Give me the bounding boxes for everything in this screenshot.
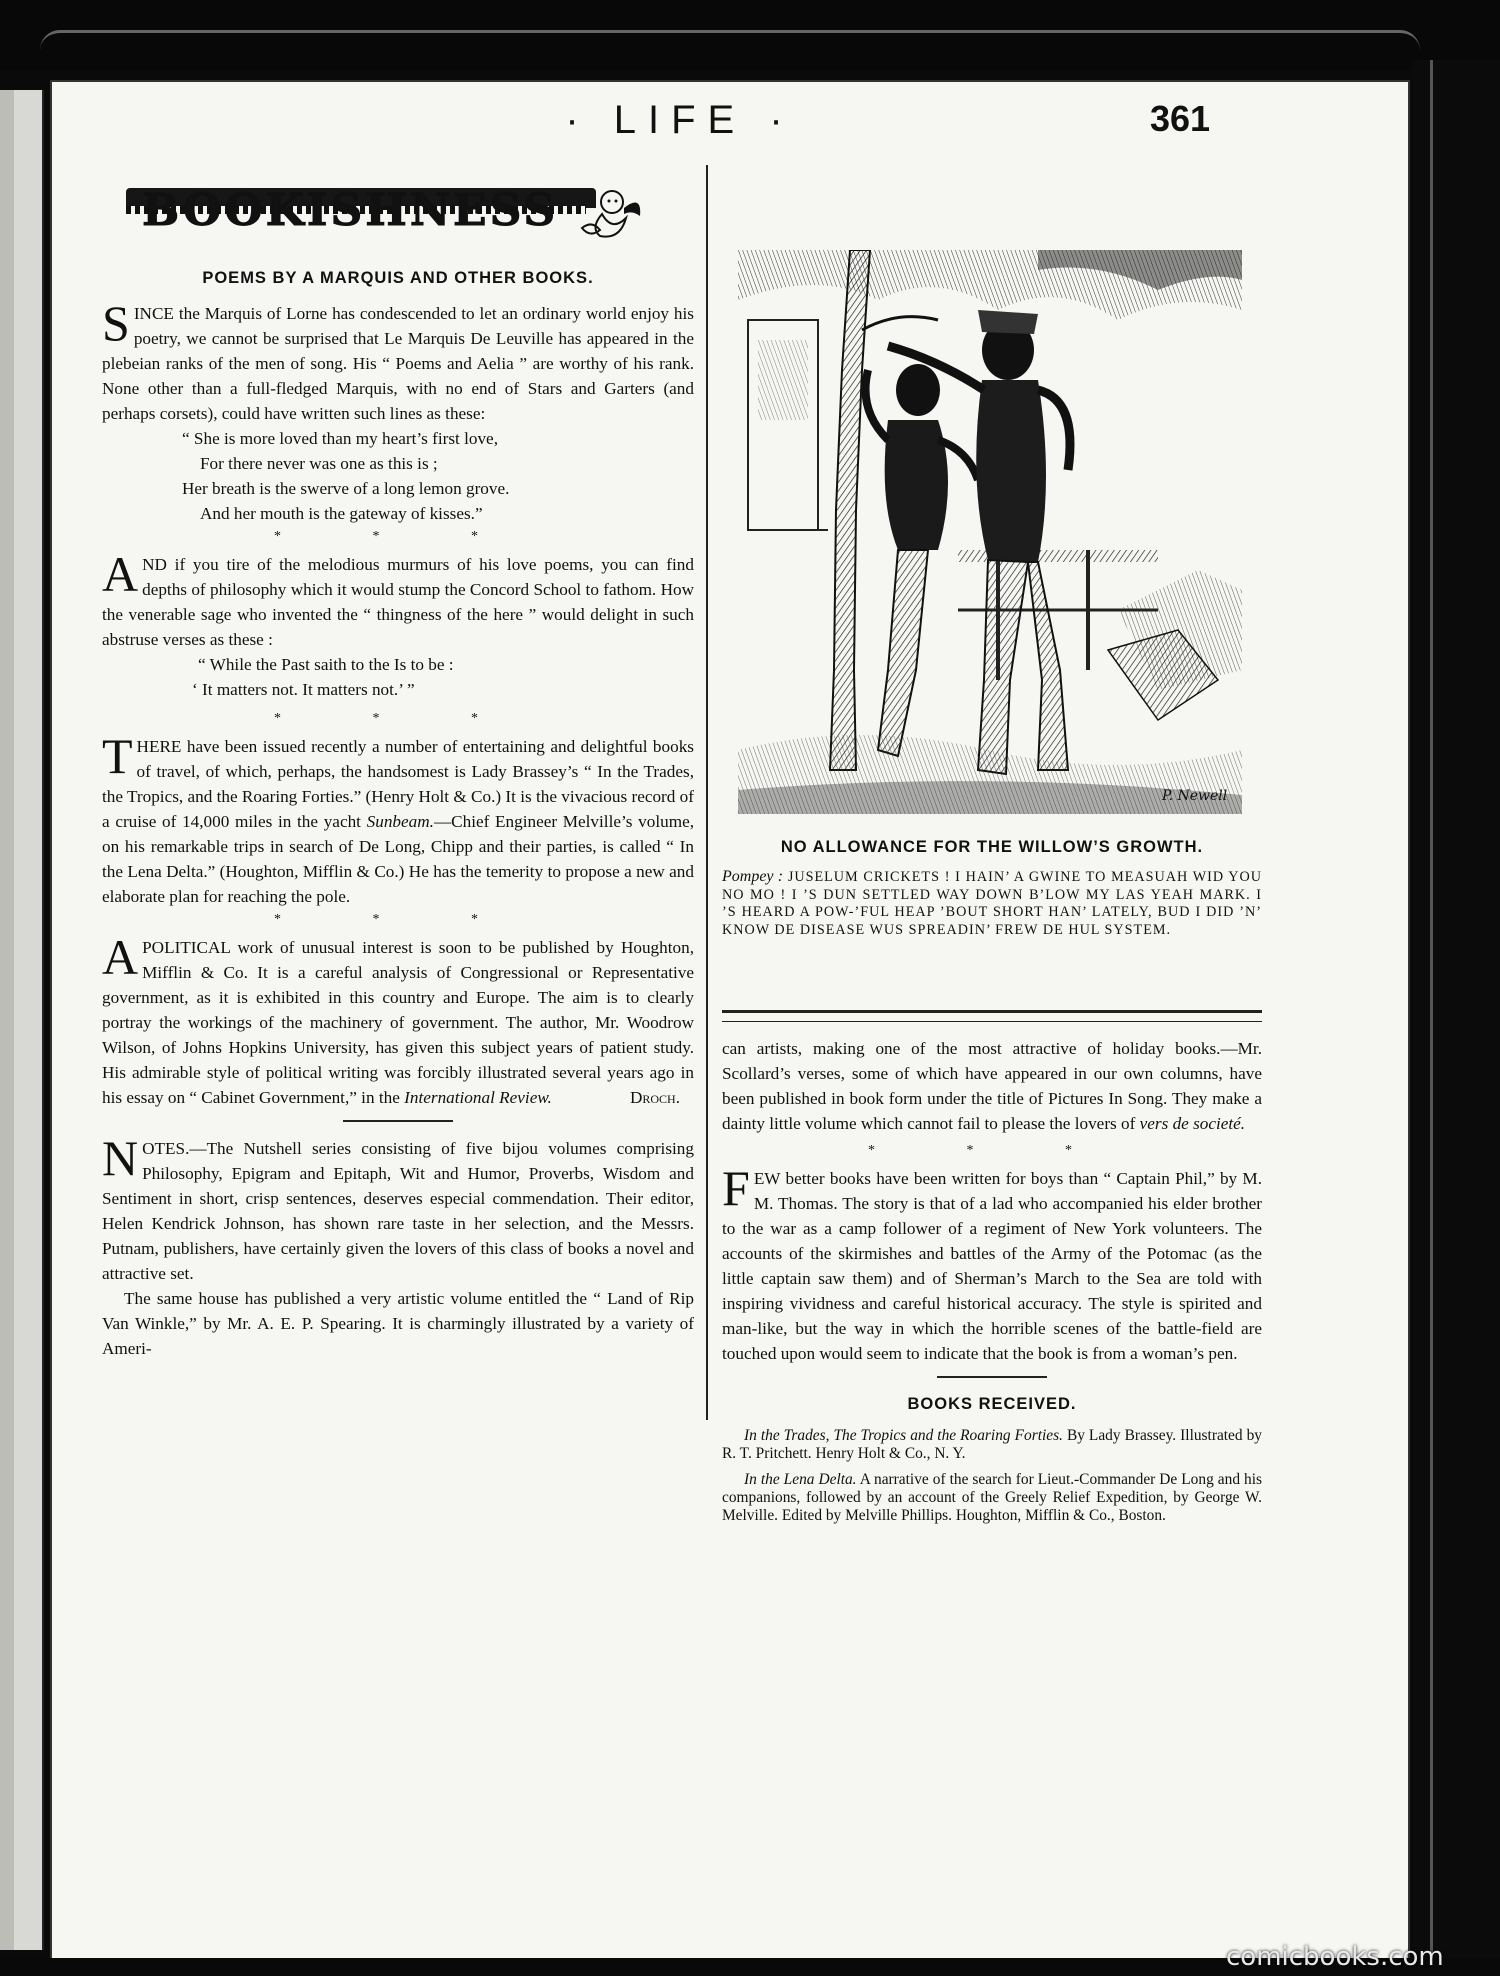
column-divider [706,165,708,1420]
section-stars: * * * [274,529,522,544]
cartoon-dialogue [722,868,1262,939]
book-details: A narrative of the search for Lieut.-Commander De Long and his companions, followed by an account of the Greely Relief Expedition, by George W. Melville. Edited by Melville Phillips. Houghton, Mifflin & Co., Boston. [722,1471,1263,1524]
drop-cap: T [102,728,133,784]
drop-cap: F [722,1160,750,1216]
right-column [722,1036,1262,1533]
paragraph-text: OTES.—The Nutshell series consisting of five bijou volumes comprising Philosophy, Epigram and Epitaph, Wit and Humor, Proverbs, Wisdom and Sentiment in short, crisp sentences, deserves especial commendation. Their editor, Helen Kendrick Johnson, has shown rare taste in her selection, and the Messrs. Putnam, publishers, have certainly given the lovers of this class of books a novel and attractive set. [102,1139,694,1283]
verse-block [102,652,694,702]
book-title: In the Trades, The Tropics and the Roaring Forties. [744,1427,1063,1444]
facing-page-shadow [0,90,14,1950]
paragraph-travel-books [102,728,694,909]
dialogue-text: JUSELUM CRICKETS ! I HAIN’ A GWINE TO MEASUAH WID YOU NO MO ! I ’S DUN SETTLED WAY DOWN B’LOW MY LAS YEAH MARK. I ’S HEARD A POW-’FUL HEAP ’BOUT SHORT HAN’ LATELY, BUD I DID ’N’ KNOW DE DISEASE WUS SPREADIN’ FREW DE HUL SYSTEM. [722,869,1263,938]
paragraph-text: —Chief Engineer Melville’s volume, on his remarkable trips in search of De Long, Chipp and their parties, is called “ In the Lena Delta.” (Houghton, Mifflin & Co.) He has the temerity to propose a new and elaborate plan for reaching the pole. [102,812,694,906]
drop-cap: S [102,295,130,351]
paragraph-marquis [102,295,694,426]
book-entry [722,1427,1262,1463]
book-entry [722,1471,1262,1525]
review-title: International Review. [404,1088,552,1107]
paragraph-rip-van-winkle [102,1286,694,1361]
paragraph-text: INCE the Marquis of Lorne has condescended to let an ordinary world enjoy his poetry, we cannot be surprised that Le Marquis De Leuville has appeared in the plebeian ranks of the men of song. His “ Poems and Aelia ” are worthy of his rank. None other than a full-fledged Marquis, with no end of Stars and Garters (and perhaps corsets), could have written such lines as these: [102,304,694,423]
paragraph-text: ND if you tire of the melodious murmurs of his love poems, you can find depths of philosophy which it would stump the Concord School to fathom. How the venerable sage who invented the “ thingness of the here ” would delight in such abstruse verses as these : [102,555,694,649]
paragraph-text: POLITICAL work of unusual interest is soon to be published by Houghton, Mifflin & Co. It is a careful analysis of Congressional or Representative government, as it is exhibited in this country and Europe. The aim is to clearly portray the workings of the machinery of government. The author, Mr. Woodrow Wilson, of Johns Hopkins University, has given this subject years of patient study. His admirable style of political writing was forcibly illustrated several years ago in his essay on “ Cabinet Government,” in the [102,938,694,1107]
paragraph-philosophy [102,546,694,652]
bookishness-banner [126,174,646,262]
paragraph-captain-phil [722,1160,1262,1366]
drop-cap: N [102,1130,139,1186]
author-signature: Droch. [629,1088,680,1107]
scan-top-edge [0,0,1500,70]
left-column [102,164,694,1361]
section-rule [937,1376,1047,1378]
drop-cap: A [102,546,139,602]
cartoon-illustration [738,250,1242,814]
verse-block [102,426,694,526]
paragraph-text: EW better books have been written for boys than “ Captain Phil,” by M. M. Thomas. The story is that of a lad who accompanied his elder brother to the war as a camp follower of a regiment of New York volunteers. The accounts of the skirmishes and battles of the Army of the Potomac (as the little captain saw them) and of Sherman’s March to the Sea are told with inspiring vividness and careful historical accuracy. The style is spirited and man-like, but the way in which the horrible scenes of the battle-field are touched upon would seem to indicate that the book is from a woman’s pen. [722,1169,1262,1363]
cherub-icon [576,180,646,250]
verse-line: “ While the Past saith to the Is to be : [198,655,454,674]
verse-line: ‘ It matters not. It matters not.’ ” [192,680,415,699]
verse-line: “ She is more loved than my heart’s first love, [182,429,498,448]
yacht-name: Sunbeam. [366,812,434,831]
verse-line: Her breath is the swerve of a long lemon grove. [182,479,510,498]
masthead: · LIFE · [565,98,795,142]
paragraph-text: HERE have been issued recently a number of entertaining and delightful books of travel, of which, perhaps, the handsomest is Lady Brassey’s “ In the Trades, the Tropics, and the Roaring Forties.” (Henry Holt & Co.) It is the vivacious record of a cruise of 14,000 miles in the yacht [102,737,694,831]
site-watermark: comicbooks.com [1226,1942,1444,1972]
italic-phrase: vers de societé. [1139,1114,1246,1133]
paragraph-notes [102,1130,694,1286]
scan-right-line [1430,60,1433,1960]
drop-cap: A [102,929,139,985]
books-received-list [722,1427,1262,1525]
paragraph-political [102,929,694,1110]
paragraph-continuation [722,1036,1262,1136]
paragraph-text: The same house has published a very artistic volume entitled the “ Land of Rip Van Winkle,” by Mr. A. E. P. Spearing. It is charmingly illustrated by a variety of Ameri- [102,1289,694,1358]
book-title: In the Lena Delta. [744,1471,857,1488]
cartoon-drawing [738,250,1242,814]
page-number: 361 [1150,98,1211,139]
books-received-heading: BOOKS RECEIVED. [907,1395,1077,1413]
cartoon-caption: NO ALLOWANCE FOR THE WILLOW’S GROWTH. [780,838,1204,856]
section-stars: * * * [868,1143,1116,1158]
article-headline: POEMS BY A MARQUIS AND OTHER BOOKS. [202,269,594,287]
dialogue-speaker: Pompey : [722,868,784,885]
scan-right-edge [1412,60,1500,1960]
page-curl [40,30,1420,73]
verse-line: For there never was one as this is ; [200,454,438,473]
book-details: By Lady Brassey. Illustrated by R. T. Pritchett. Henry Holt & Co., N. Y. [722,1427,1262,1462]
section-stars: * * * [274,711,522,726]
banner-title: BOOKISHNESS [142,185,559,236]
double-rule [722,1010,1262,1022]
illustration-signature: P. Newell [1162,788,1228,804]
paragraph-text: can artists, making one of the most attractive of holiday books.—Mr. Scollard’s verses, some of which have appeared in our own columns, have been published in book form under the title of Pictures In Song. They make a dainty little volume which cannot fail to please the lovers of [722,1039,1262,1133]
section-stars: * * * [274,912,522,927]
facing-page-edge [0,90,44,1950]
verse-line: And her mouth is the gateway of kisses.” [200,504,483,523]
section-rule [343,1120,453,1122]
